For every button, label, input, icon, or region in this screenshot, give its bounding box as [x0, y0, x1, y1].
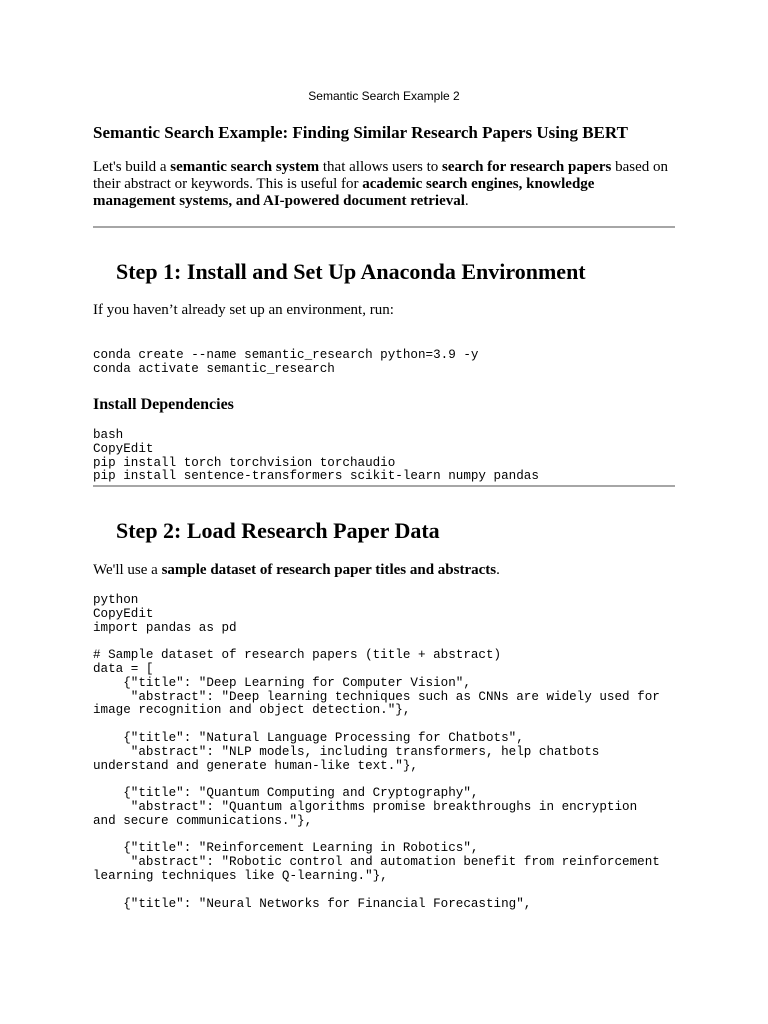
- intro-bold-2: search for research papers: [442, 159, 612, 175]
- code-line: conda activate semantic_research: [93, 361, 335, 376]
- step2-heading: Step 2: Load Research Paper Data: [116, 518, 440, 543]
- code-line: {"title": "Quantum Computing and Cryptography",: [93, 786, 479, 801]
- code-line: [93, 884, 683, 898]
- code-line: python: [93, 593, 139, 607]
- intro-bold-1: semantic search system: [170, 159, 320, 175]
- code-line: "abstract": "Quantum algorithms promise breakthroughs in encryption: [93, 799, 638, 814]
- step2-text-2: .: [496, 562, 500, 578]
- step1-heading: Step 1: Install and Set Up Anaconda Environment: [116, 259, 586, 284]
- code-line: {"title": "Reinforcement Learning in Robotics",: [93, 841, 479, 856]
- step2-paragraph: [93, 562, 675, 579]
- code-line: "abstract": "NLP models, including transformers, help chatbots: [93, 744, 600, 759]
- code-line: conda create --name semantic_research python=3.9 -y: [93, 348, 479, 362]
- intro-bold-3: academic search engines, knowledge management systems, and AI-powered document retrieval: [93, 176, 595, 209]
- step2-bold-1: sample dataset of research paper titles and abstracts: [161, 562, 497, 578]
- horizontal-rule: [93, 226, 675, 228]
- install-dependencies-heading: Install Dependencies: [93, 396, 234, 413]
- code-line: [93, 635, 683, 649]
- code-line: [93, 829, 683, 843]
- code-line: data = [: [93, 661, 154, 676]
- document-title: Semantic Search Example: Finding Similar Research Papers Using BERT: [93, 123, 628, 142]
- code-line: pip install sentence-transformers scikit-learn numpy pandas: [93, 469, 539, 484]
- code-line: import pandas as pd: [93, 620, 237, 635]
- intro-text-2: that allows users to: [319, 159, 443, 175]
- code-line: {"title": "Deep Learning for Computer Vision",: [93, 675, 471, 690]
- code-line: and secure communications."},: [93, 813, 313, 828]
- intro-text-1: Let's build a: [93, 159, 171, 175]
- code-line: {"title": "Natural Language Processing for Chatbots",: [93, 730, 524, 745]
- code-line: "abstract": "Deep learning techniques such as CNNs are widely used for: [93, 689, 660, 704]
- step1-paragraph: If you haven’t already set up an environment, run:: [93, 302, 394, 318]
- step2-code-block: [93, 594, 683, 911]
- page-header: Semantic Search Example 2: [308, 89, 460, 103]
- step1-code-block: [93, 349, 683, 377]
- intro-text-3: based on their abstract or keywords. This is useful for: [93, 159, 668, 192]
- step2-text-1: We'll use a: [93, 562, 162, 578]
- code-line: learning techniques like Q-learning."},: [93, 868, 388, 883]
- intro-paragraph: [93, 159, 675, 210]
- code-line: understand and generate human-like text."},: [93, 758, 418, 773]
- intro-text-4: .: [464, 193, 469, 209]
- horizontal-rule: [93, 485, 675, 487]
- code-line: CopyEdit: [93, 606, 154, 621]
- code-line: [93, 773, 683, 787]
- code-line: pip install torch torchvision torchaudio: [93, 455, 396, 470]
- code-line: "abstract": "Robotic control and automation benefit from reinforcement: [93, 855, 660, 870]
- code-line: image recognition and object detection."},: [93, 703, 411, 718]
- code-line: {"title": "Neural Networks for Financial Forecasting",: [93, 896, 532, 911]
- code-line: bash: [93, 428, 124, 442]
- code-line: # Sample dataset of research papers (title + abstract): [93, 648, 502, 663]
- dependencies-code-block: [93, 429, 683, 484]
- code-line: [93, 718, 683, 732]
- code-line: CopyEdit: [93, 441, 154, 456]
